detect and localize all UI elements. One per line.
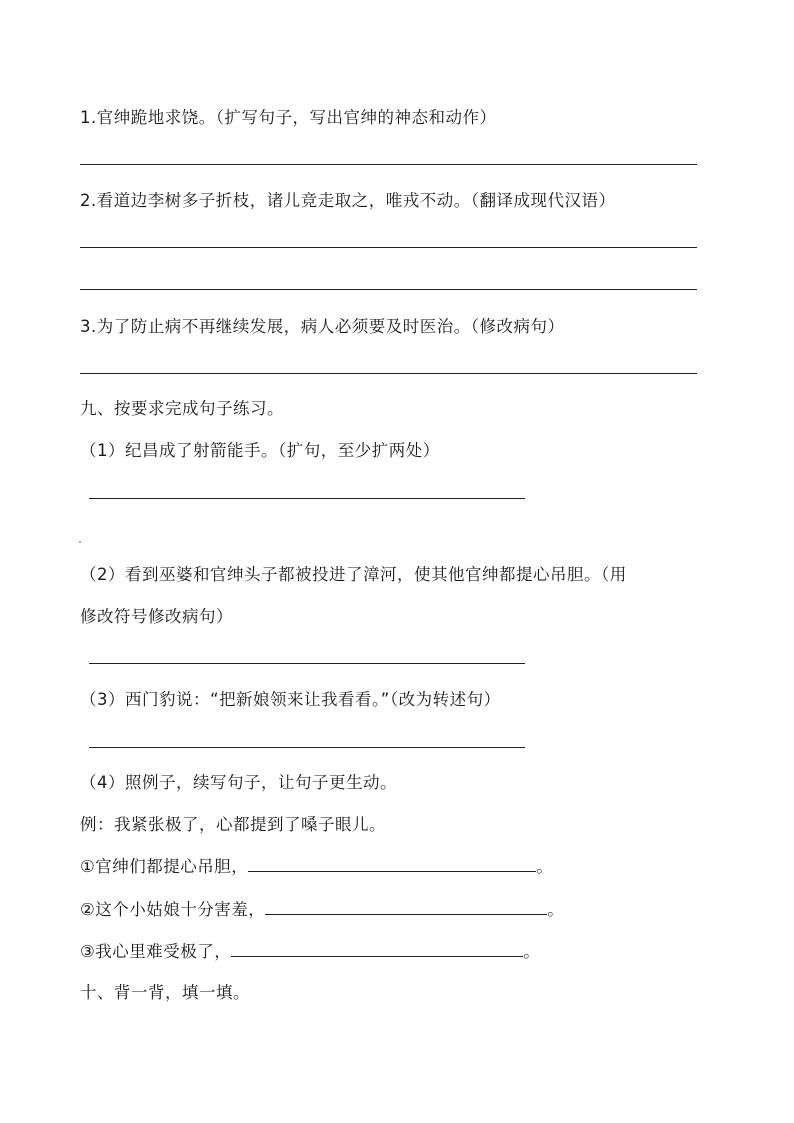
fill-1-blank[interactable] [248, 855, 536, 872]
fill-2-blank[interactable] [265, 898, 547, 915]
fill-3-blank[interactable] [231, 940, 523, 957]
fill-1-text: ①官绅们都提心吊胆， [80, 857, 249, 876]
item-2-line2: 修改符号修改病句） [80, 607, 233, 626]
answer-line-item3[interactable] [89, 747, 525, 748]
fill-sentence-1 [80, 855, 553, 878]
stray-mark [79, 541, 81, 543]
fill-2-text: ②这个小姑娘十分害羞， [80, 900, 266, 919]
item-1: （1）纪昌成了射箭能手。（扩句，至少扩两处） [80, 441, 440, 460]
question-1: 1.官绅跪地求饶。（扩写句子，写出官绅的神态和动作） [80, 108, 497, 127]
fill-3-text: ③我心里难受极了， [80, 942, 232, 961]
item-3: （3）西门豹说：“把新娘领来让我看看。”（改为转述句） [80, 690, 501, 709]
answer-line-item1[interactable] [89, 498, 525, 499]
fill-sentence-3 [80, 940, 540, 963]
question-3: 3.为了防止病不再继续发展，病人必须要及时医治。（修改病句） [80, 317, 565, 336]
example-sentence: 例：我紧张极了，心都提到了嗓子眼儿。 [80, 815, 386, 834]
item-2-line1: （2）看到巫婆和官绅头子都被投进了漳河，使其他官绅都提心吊胆。（用 [80, 565, 627, 584]
answer-line-q3[interactable] [80, 373, 697, 374]
section-10-heading: 十、背一背，填一填。 [80, 983, 250, 1002]
answer-line-q2a[interactable] [80, 247, 697, 248]
fill-1-period: 。 [536, 857, 554, 876]
section-9-heading: 九、按要求完成句子练习。 [80, 399, 284, 418]
fill-3-period: 。 [523, 942, 541, 961]
answer-line-item2[interactable] [89, 663, 525, 664]
answer-line-q1[interactable] [80, 164, 697, 165]
question-2: 2.看道边李树多子折枝，诸儿竞走取之，唯戎不动。（翻译成现代汉语） [80, 191, 616, 210]
item-4: （4）照例子，续写句子，让句子更生动。 [80, 773, 397, 792]
fill-2-period: 。 [547, 900, 565, 919]
fill-sentence-2 [80, 898, 564, 921]
answer-line-q2b[interactable] [80, 289, 697, 290]
